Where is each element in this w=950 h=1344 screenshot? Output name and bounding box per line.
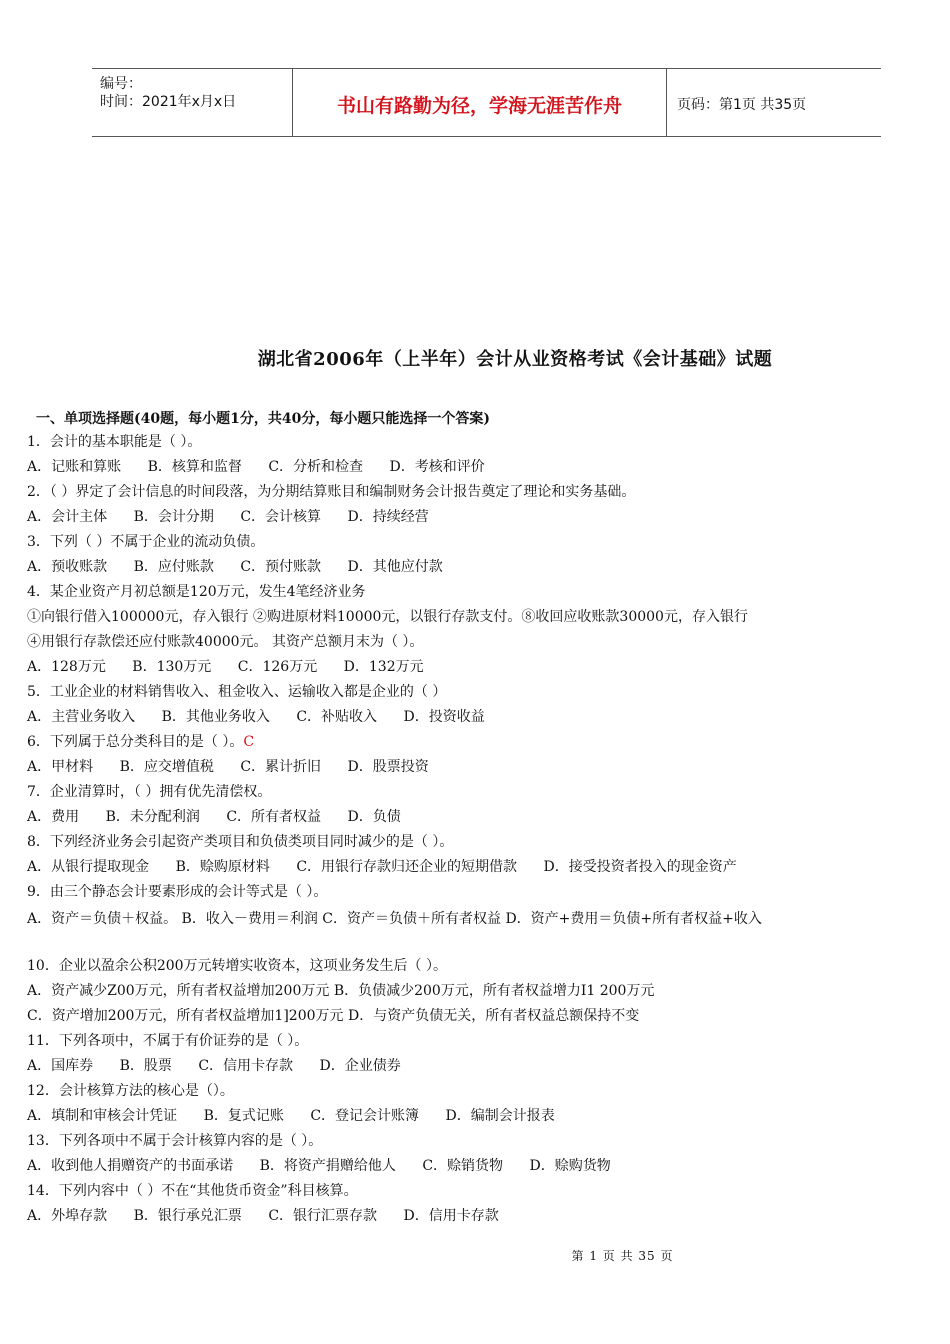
option: D．信用卡存款 bbox=[403, 1208, 499, 1224]
header-page-info: 页码：第1页 共35页 bbox=[677, 97, 807, 113]
option: C．所有者权益 bbox=[226, 809, 322, 825]
question-options: C．资产增加200万元，所有者权益增加1]200万元 D．与资产负债无关，所有者权益总额保持不变 bbox=[27, 1008, 640, 1024]
question-stem: 1．会计的基本职能是（ ）。 bbox=[27, 434, 202, 450]
section-title: 一、单项选择题(40题，每小题1分，共40分，每小题只能选择一个答案) bbox=[36, 411, 490, 427]
option: C．126万元 bbox=[237, 659, 318, 675]
question-options bbox=[27, 1157, 611, 1175]
document-title: 湖北省2006年（上半年）会计从业资格考试《会计基础》试题 bbox=[257, 349, 773, 370]
question-stem: 6．下列属于总分类科目的是（ ）。C bbox=[27, 734, 255, 750]
option: B．其他业务收入 bbox=[161, 709, 270, 725]
option: B．银行承兑汇票 bbox=[133, 1208, 242, 1224]
page-header bbox=[92, 68, 881, 137]
option: C．用银行存款归还企业的短期借款 bbox=[296, 859, 518, 875]
question-options bbox=[27, 858, 737, 876]
option: D．考核和评价 bbox=[389, 459, 485, 475]
option: A．外埠存款 bbox=[27, 1208, 108, 1224]
option: A．会计主体 bbox=[27, 509, 108, 525]
option: D．132万元 bbox=[343, 659, 424, 675]
option: A．甲材料 bbox=[27, 759, 94, 775]
option: D．其他应付款 bbox=[347, 559, 443, 575]
document-number-label: 编号： bbox=[100, 76, 142, 92]
option: D．持续经营 bbox=[347, 509, 429, 525]
option: D．接受投资者投入的现金资产 bbox=[543, 859, 737, 875]
question-options bbox=[27, 758, 429, 776]
page-footer: 第 1 页 共 35 页 bbox=[571, 1249, 674, 1263]
option: C．预付账款 bbox=[240, 559, 322, 575]
option: A．费用 bbox=[27, 809, 80, 825]
option: A．128万元 bbox=[27, 659, 106, 675]
option: C．登记会计账簿 bbox=[310, 1108, 420, 1124]
question-stem: 12．会计核算方法的核心是（）。 bbox=[27, 1083, 234, 1099]
header-page-cell bbox=[667, 69, 881, 136]
option: C．赊销货物 bbox=[422, 1158, 504, 1174]
option: A．主营业务收入 bbox=[27, 709, 136, 725]
question-stem: 10．企业以盈余公积200万元转增实收资本，这项业务发生后（ ）。 bbox=[27, 958, 447, 974]
question-stem: 5．工业企业的材料销售收入、租金收入、运输收入都是企业的（ ） bbox=[27, 684, 447, 700]
question-stem: 2．（ ）界定了会计信息的时间段落，为分期结算账目和编制财务会计报告奠定了理论和实务基础。 bbox=[27, 484, 636, 500]
option: C．累计折旧 bbox=[240, 759, 322, 775]
option: A．记账和算账 bbox=[27, 459, 122, 475]
header-meta-cell bbox=[92, 69, 293, 136]
option: C．会计核算 bbox=[240, 509, 322, 525]
option: D．股票投资 bbox=[347, 759, 429, 775]
question-options bbox=[27, 458, 485, 476]
option: A．收到他人捐赠资产的书面承诺 bbox=[27, 1158, 234, 1174]
question-stem: 9．由三个静态会计要素形成的会计等式是（ ）。 bbox=[27, 884, 328, 900]
option: B．股票 bbox=[119, 1058, 172, 1074]
option: B．会计分期 bbox=[133, 509, 214, 525]
option: A．国库券 bbox=[27, 1058, 94, 1074]
option: C．银行汇票存款 bbox=[268, 1208, 378, 1224]
option: C．分析和检查 bbox=[268, 459, 364, 475]
question-options bbox=[27, 658, 424, 676]
question-options bbox=[27, 1107, 555, 1125]
question-options bbox=[27, 808, 401, 826]
question-options bbox=[27, 558, 443, 576]
question-options bbox=[27, 708, 485, 726]
option: A．从银行提取现金 bbox=[27, 859, 150, 875]
option: C．信用卡存款 bbox=[198, 1058, 294, 1074]
option: B．未分配利润 bbox=[105, 809, 200, 825]
question-stem: 8．下列经济业务会引起资产类项目和负债类项目同时减少的是（ ）。 bbox=[27, 834, 454, 850]
option: A．填制和审核会计凭证 bbox=[27, 1108, 178, 1124]
question-options: A．资产＝负债＋权益。 B．收入－费用＝利润 C．资产＝负债＋所有者权益 D．资产+费用＝负债+所有者权益+收入 bbox=[27, 911, 762, 927]
option: B．核算和监督 bbox=[147, 459, 242, 475]
question-options bbox=[27, 1207, 499, 1225]
option: B．将资产捐赠给他人 bbox=[259, 1158, 396, 1174]
option: B．130万元 bbox=[132, 659, 212, 675]
option: B．应付账款 bbox=[133, 559, 214, 575]
option: B．赊购原材料 bbox=[175, 859, 270, 875]
document-time-label: 时间：2021年x月x日 bbox=[100, 94, 237, 110]
question-stem: 7．企业清算时，（ ）拥有优先清偿权。 bbox=[27, 784, 272, 800]
option: C．补贴收入 bbox=[296, 709, 378, 725]
question-detail-line: ④用银行存款偿还应付账款40000元。 其资产总额月末为（ ）。 bbox=[27, 634, 424, 650]
option: D．企业债券 bbox=[319, 1058, 401, 1074]
header-motto-cell bbox=[293, 69, 667, 136]
option: D．投资收益 bbox=[403, 709, 485, 725]
option: D．赊购货物 bbox=[529, 1158, 611, 1174]
question-stem: 3．下列（ ）不属于企业的流动负债。 bbox=[27, 534, 265, 550]
question-options: A．资产减少Z00万元，所有者权益增加200万元 B．负债减少200万元，所有者权益增力I1 200万元 bbox=[27, 983, 655, 999]
question-stem: 13．下列各项中不属于会计核算内容的是（ ）。 bbox=[27, 1133, 323, 1149]
question-detail-line: ①向银行借入100000元，存入银行 ②购进原材料10000元，以银行存款支付。⑧收回应收账款30000元，存入银行 bbox=[27, 609, 748, 625]
question-stem: 11．下列各项中，不属于有价证券的是（ ）。 bbox=[27, 1033, 309, 1049]
option: A．预收账款 bbox=[27, 559, 108, 575]
option: D．编制会计报表 bbox=[445, 1108, 555, 1124]
option: B．复式记账 bbox=[203, 1108, 284, 1124]
question-options bbox=[27, 1057, 401, 1075]
option: D．负债 bbox=[347, 809, 401, 825]
question-options bbox=[27, 508, 429, 526]
question-stem: 14．下列内容中（ ）不在“其他货币资金”科目核算。 bbox=[27, 1183, 358, 1199]
option: B．应交增值税 bbox=[119, 759, 214, 775]
question-stem: 4．某企业资产月初总额是120万元，发生4笔经济业务 bbox=[27, 584, 366, 600]
answer-mark: C bbox=[243, 734, 255, 750]
header-motto: 书山有路勤为径，学海无涯苦作舟 bbox=[336, 95, 622, 117]
